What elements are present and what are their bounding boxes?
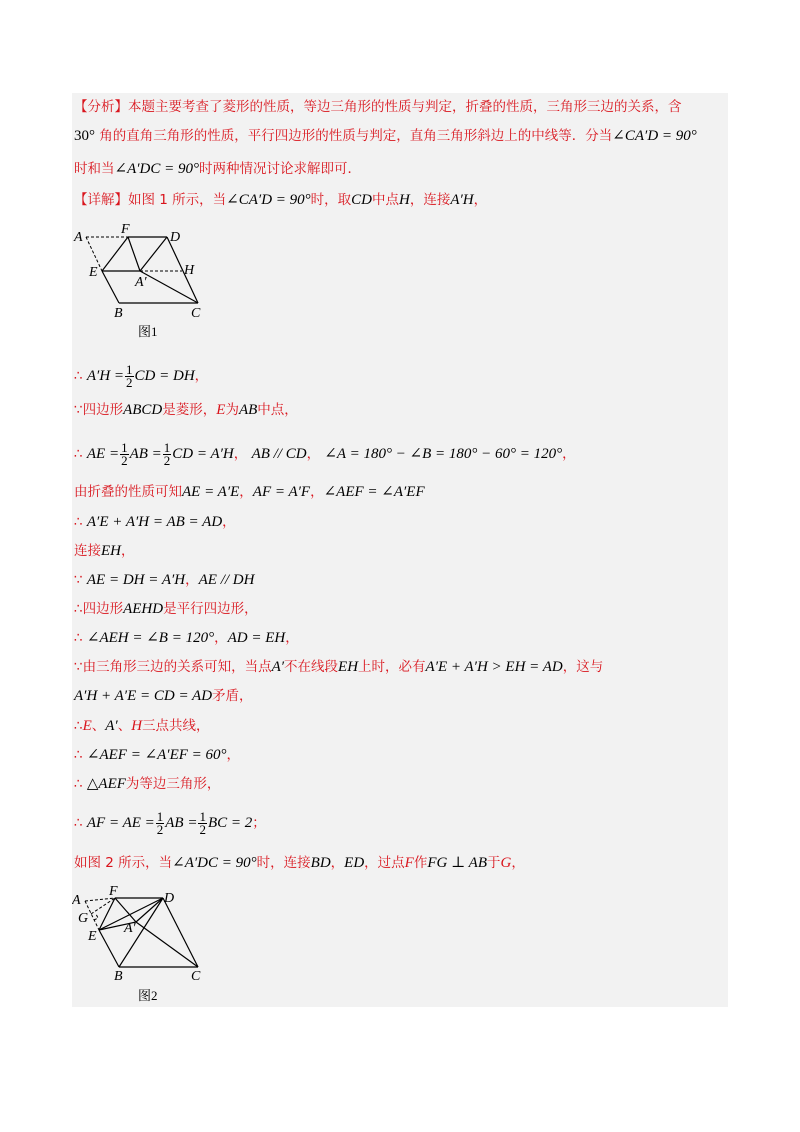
- fig1-label-A1: A′: [135, 275, 147, 290]
- text-span: ∴: [74, 718, 83, 734]
- text-span: ，连接: [409, 192, 451, 208]
- text-span: 时两种情况讨论求解即可．: [198, 161, 361, 177]
- fig2-right-angle-mark: [94, 914, 98, 920]
- text-span: 中点，: [257, 402, 298, 418]
- text-span: 矛盾，: [212, 688, 253, 704]
- fig1-seg-EF: [102, 237, 128, 271]
- frac: [156, 808, 165, 837]
- math: △AEF: [86, 776, 126, 792]
- math: AE // DH: [198, 572, 255, 588]
- text-span: 时，取: [310, 192, 352, 208]
- text-span: ∵四边形: [74, 402, 124, 418]
- text-span: ，: [222, 514, 236, 530]
- fig2-label-D: D: [164, 891, 175, 906]
- math: AB: [238, 402, 258, 418]
- text-span: ，: [285, 630, 299, 646]
- detail-line-12: [74, 686, 253, 706]
- fig1-label-D: D: [170, 230, 181, 245]
- detail-line-7: [74, 541, 135, 561]
- text-span: 是菱形，: [162, 402, 217, 418]
- math: E: [216, 402, 226, 418]
- text-span: ∴: [74, 368, 83, 384]
- math: AB // CD: [251, 446, 307, 462]
- detail-line-10: [74, 628, 299, 648]
- math: AF = A′F: [252, 484, 311, 500]
- text-span: 1: [163, 439, 171, 455]
- text-span: 1: [199, 808, 206, 824]
- fig1-caption: 图1: [138, 324, 158, 339]
- analysis-line-2: [74, 126, 697, 146]
- text-span: 1: [126, 361, 133, 377]
- frac: [120, 439, 129, 468]
- math: ∠A = 180° − ∠B = 180° − 60° = 120°: [324, 446, 563, 462]
- fig1-label-B: B: [114, 306, 123, 321]
- text-span: 2: [163, 452, 171, 468]
- math: CD = DH: [134, 368, 195, 384]
- text-span: ，: [121, 543, 135, 559]
- fig2-seg-FA1: [115, 898, 136, 922]
- detail-line-16: [74, 808, 266, 838]
- text-span: ，: [185, 572, 199, 588]
- fig2-seg-A1C: [136, 922, 198, 967]
- text-span: 2: [121, 452, 128, 468]
- fig2-seg-BE: [99, 930, 119, 967]
- math: ED: [344, 855, 365, 871]
- text-span: ∴: [74, 815, 83, 831]
- frac: [163, 439, 172, 468]
- math: A′E + A′H > EH = AD: [425, 659, 563, 675]
- text-span: ∴: [74, 747, 83, 763]
- math: A′H: [450, 192, 474, 208]
- text-span: 如图 2 所示，当: [74, 855, 173, 871]
- text-span: ∵由三角形三边的关系可知，当点: [74, 659, 272, 675]
- text-span: 作: [413, 855, 428, 871]
- text-span: ∴: [74, 776, 83, 792]
- text-span: ，: [226, 747, 241, 763]
- fraction-half: [125, 361, 134, 390]
- detail-line-5: [74, 482, 425, 502]
- text-span: 于: [486, 855, 501, 871]
- math: ∠AEF = ∠A′EF: [323, 484, 425, 500]
- fig1-seg-DA1: [140, 237, 167, 271]
- text-span: ，: [214, 630, 228, 646]
- fig2-seg-DC: [163, 898, 198, 967]
- text-span: 中点: [372, 192, 399, 208]
- detail-line-2: [74, 361, 208, 391]
- fig2-label-F: F: [109, 884, 118, 899]
- math: H: [131, 718, 143, 734]
- fig2-label-A1: A′: [124, 921, 136, 936]
- math-30deg: 30°: [74, 128, 95, 144]
- fig2-label-E: E: [88, 929, 97, 944]
- math-angle-ca1d: ∠CA′D = 90°: [612, 128, 697, 144]
- detail-line-13: [74, 716, 210, 736]
- analysis-text-2: 角的直角三角形的性质，平行四边形的性质与判定，直角三角形斜边上的中线等．分当: [95, 128, 613, 144]
- math: EH: [101, 543, 121, 559]
- text-span: 2: [199, 821, 206, 837]
- fig2-caption: 图2: [138, 988, 158, 1003]
- text-span: 连接: [74, 543, 101, 559]
- text-span: ∵: [74, 572, 83, 588]
- fig1-label-A: A: [74, 230, 83, 245]
- math: A′H =: [86, 368, 125, 384]
- analysis-line-3: [74, 159, 361, 179]
- text-span: ，: [233, 446, 248, 462]
- text-span: ∴: [74, 630, 83, 646]
- fig1-label-F: F: [121, 222, 130, 237]
- fig1-label-E: E: [89, 265, 98, 280]
- text-span: ；: [252, 815, 266, 831]
- detail-line-14: [74, 745, 240, 765]
- math: AB =: [129, 446, 162, 462]
- fig2-label-B: B: [114, 969, 123, 984]
- math: FG ⊥ AB: [427, 855, 487, 871]
- text-span: 1: [121, 439, 128, 455]
- figure-2: [72, 884, 222, 1006]
- math: AB =: [165, 815, 198, 831]
- text-span: ，过点: [364, 855, 405, 871]
- math: F: [404, 855, 414, 871]
- math-angle-a1dc: ∠A′DC = 90°: [114, 161, 199, 177]
- math: ∠A′DC = 90°: [172, 855, 257, 871]
- math: AEHD: [123, 601, 164, 617]
- math: ∠CA′D = 90°: [226, 192, 311, 208]
- text-span: ，: [562, 446, 576, 462]
- math: A′E + A′H = AB = AD: [86, 514, 223, 530]
- text-span: ，: [239, 484, 253, 500]
- detail-line-1: [74, 190, 487, 210]
- text-span: 由折叠的性质可知: [74, 484, 182, 500]
- text-span: ∴: [74, 514, 83, 530]
- text-span: 2: [156, 821, 164, 837]
- text-span: 三点共线，: [142, 718, 210, 734]
- detail-line-17: [74, 853, 525, 873]
- text-span: 为等边三角形，: [125, 776, 221, 792]
- analysis-text: 【分析】本题主要考查了菱形的性质，等边三角形的性质与判定，折叠的性质，三角形三边的关系，含: [74, 99, 682, 115]
- text-span: 2: [126, 374, 133, 390]
- math: G: [500, 855, 512, 871]
- math: AF = AE =: [86, 815, 155, 831]
- text-span: 不在线段: [284, 659, 339, 675]
- text-span: ，: [306, 446, 321, 462]
- text-span: 1: [156, 808, 164, 824]
- fig2-label-G: G: [78, 911, 89, 926]
- math: CD: [351, 192, 372, 208]
- text-span: ∴四边形: [74, 601, 124, 617]
- frac: [198, 808, 207, 837]
- text-span: ，: [511, 855, 525, 871]
- math: AE = DH = A′H: [86, 572, 186, 588]
- text-span: ，这与: [562, 659, 604, 675]
- detail-line-3: [74, 400, 298, 420]
- math: AD = EH: [227, 630, 286, 646]
- math: H: [399, 192, 410, 208]
- math: A′: [105, 718, 118, 734]
- detail-line-15: [74, 774, 220, 794]
- fig1-seg-BE: [102, 271, 119, 303]
- text-span: 、: [91, 718, 106, 734]
- fig2-label-C: C: [191, 969, 201, 984]
- detail-line-6: [74, 512, 236, 532]
- fig2-label-A: A: [72, 893, 81, 908]
- math: AE = A′E: [182, 484, 240, 500]
- math: ∠AEH = ∠B = 120°: [86, 630, 215, 646]
- math: A′: [271, 659, 285, 675]
- text-span: ，: [330, 855, 345, 871]
- detail-line-11: [74, 657, 603, 677]
- text-span: ，: [194, 368, 209, 384]
- detail-line-8: [74, 570, 254, 590]
- math: AE =: [86, 446, 120, 462]
- text-span: 时，连接: [256, 855, 311, 871]
- text-span: 时和当: [74, 161, 115, 177]
- fig1-label-H: H: [184, 263, 195, 278]
- text-span: ，: [473, 192, 488, 208]
- fig1-seg-FA1: [128, 237, 140, 271]
- math: ABCD: [123, 402, 163, 418]
- math: ∠AEF = ∠A′EF = 60°: [86, 747, 227, 763]
- math: EH: [338, 659, 359, 675]
- text-span: 是平行四边形，: [163, 601, 258, 617]
- math: CD = A′H: [172, 446, 234, 462]
- detail-line-9: [74, 599, 258, 619]
- figure-1: [72, 220, 222, 342]
- text-span: ，: [310, 484, 324, 500]
- text-span: 为: [225, 402, 239, 418]
- analysis-line-1: [74, 97, 682, 117]
- fig2-seg-EF: [99, 898, 115, 930]
- text-span: 上时，必有: [358, 659, 426, 675]
- math: BD: [310, 855, 331, 871]
- detail-line-4: [74, 439, 576, 469]
- text-span: 、: [117, 718, 132, 734]
- math: A′H + A′E = CD = AD: [74, 688, 213, 704]
- math: E: [82, 718, 92, 734]
- math: BC = 2: [207, 815, 253, 831]
- text-span: 【详解】如图 1 所示，当: [74, 192, 227, 208]
- fig1-label-C: C: [191, 306, 201, 321]
- text-span: ∴: [74, 446, 83, 462]
